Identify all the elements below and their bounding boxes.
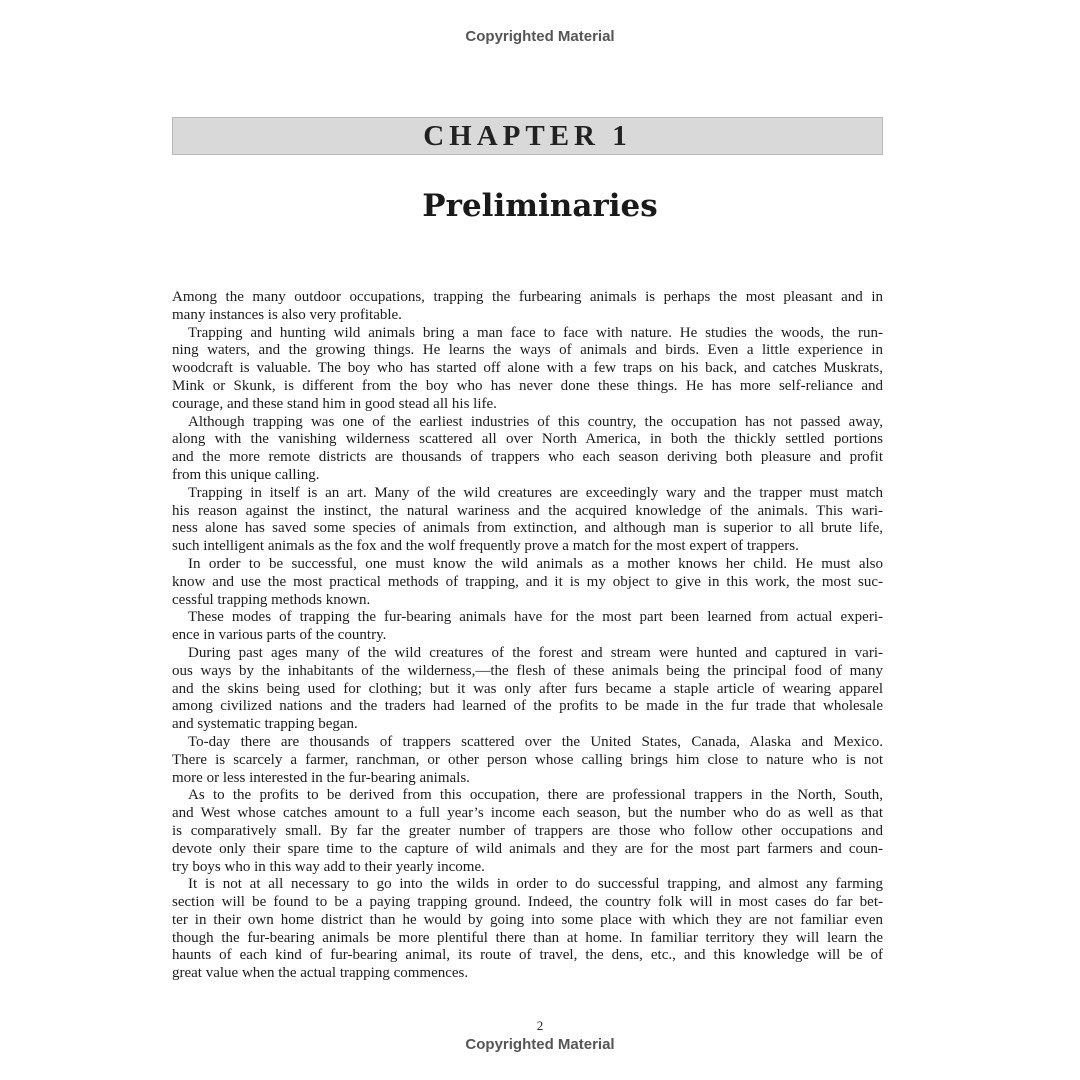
paragraph-line: from this unique calling. bbox=[172, 466, 320, 483]
chapter-banner bbox=[172, 117, 883, 155]
paragraph-line: cessful trapping methods known. bbox=[172, 591, 371, 608]
paragraph-line: ter in their own home district than he would by going into some place with which they are not familiar even bbox=[172, 911, 883, 928]
paragraph bbox=[172, 414, 883, 485]
paragraph-line: It is not at all necessary to go into the wilds in order to do successful trapping, and almost any farming bbox=[188, 876, 883, 893]
paragraph-line: To-day there are thousands of trappers scattered over the United States, Canada, Alaska and Mexico. bbox=[188, 733, 883, 750]
paragraph-line: is comparatively small. By far the greater number of trappers are those who follow other occupations and bbox=[172, 822, 883, 839]
paragraph bbox=[172, 787, 883, 876]
paragraph-line: many instances is also very profitable. bbox=[172, 306, 402, 323]
paragraph-line: try boys who in this way add to their yearly income. bbox=[172, 858, 485, 875]
paragraph bbox=[172, 325, 883, 414]
paragraph bbox=[172, 556, 883, 609]
paragraph-line: his reason against the instinct, the natural wariness and the acquired knowledge of the animals. This wari- bbox=[172, 502, 883, 519]
paragraph-line: and the more remote districts are thousands of trappers who each season deriving both pleasure and profit bbox=[172, 449, 883, 466]
paragraph-line: ence in various parts of the country. bbox=[172, 627, 387, 644]
paragraph-line: know and use the most practical methods of trapping, and it is my object to give in this work, the most suc- bbox=[172, 573, 883, 590]
paragraph-line: Mink or Skunk, is different from the boy who has never done these things. He has more self-reliance and bbox=[172, 377, 883, 394]
paragraph bbox=[172, 645, 883, 734]
copyright-watermark-bottom: Copyrighted Material bbox=[465, 1036, 615, 1053]
paragraph bbox=[172, 289, 883, 325]
paragraph-line: Although trapping was one of the earliest industries of this country, the occupation has not passed away, bbox=[188, 413, 883, 430]
paragraph-line: As to the profits to be derived from this occupation, there are professional trappers in the North, South, bbox=[188, 787, 883, 804]
paragraph-line: Among the many outdoor occupations, trapping the furbearing animals is perhaps the most pleasant and in bbox=[172, 289, 883, 305]
paragraph-line: ning waters, and the growing things. He learns the ways of animals and birds. Even a little experience in bbox=[172, 342, 883, 359]
paragraph-line: among civilized nations and the traders had learned of the profits to be made in the fur trade that wholesale bbox=[172, 698, 883, 715]
chapter-title: Preliminaries bbox=[422, 188, 658, 224]
chapter-label: CHAPTER 1 bbox=[423, 120, 632, 152]
paragraph-line: courage, and these stand him in good stead all his life. bbox=[172, 395, 497, 412]
paragraph-line: haunts of each kind of fur-bearing animal, its route of travel, the dens, etc., and this knowledge will be of bbox=[172, 947, 883, 964]
paragraph-line: and the skins being used for clothing; but it was only after furs became a staple article of wearing apparel bbox=[172, 680, 883, 697]
paragraph-line: During past ages many of the wild creatures of the forest and stream were hunted and captured in vari- bbox=[188, 644, 883, 661]
paragraph-line: Trapping in itself is an art. Many of the wild creatures are exceedingly wary and the trapper must match bbox=[188, 484, 883, 501]
paragraph-line: There is scarcely a farmer, ranchman, or other person whose calling brings him close to nature who is not bbox=[172, 751, 883, 768]
paragraph bbox=[172, 609, 883, 645]
paragraph-line: and West whose catches amount to a full year’s income each season, but the number who do as well as that bbox=[172, 805, 883, 822]
paragraph-line: ous ways by the inhabitants of the wilderness,—the flesh of these animals being the principal food of many bbox=[172, 662, 883, 679]
paragraph-line: ness alone has saved some species of animals from extinction, and although man is superior to all brute life, bbox=[172, 520, 883, 537]
paragraph-line: section will be found to be a paying trapping ground. Indeed, the country folk will in most cases do far bet- bbox=[172, 894, 883, 911]
paragraph-line: more or less interested in the fur-bearing animals. bbox=[172, 769, 470, 786]
paragraph-line: along with the vanishing wilderness scattered all over North America, in both the thickly settled portions bbox=[172, 431, 883, 448]
paragraph-line: Trapping and hunting wild animals bring a man face to face with nature. He studies the woods, the run- bbox=[188, 324, 883, 341]
paragraph bbox=[172, 485, 883, 556]
paragraph-line: great value when the actual trapping commences. bbox=[172, 965, 469, 982]
paragraph-line: devote only their spare time to the capture of wild animals and they are for the most part farmers and coun- bbox=[172, 840, 883, 857]
paragraph-line: though the fur-bearing animals be more plentiful there than at home. In familiar territory they will learn the bbox=[172, 929, 883, 946]
paragraph-line: and systematic trapping began. bbox=[172, 716, 358, 733]
paragraph bbox=[172, 876, 883, 983]
paragraph-line: These modes of trapping the fur-bearing animals have for the most part been learned from actual experi- bbox=[188, 609, 883, 626]
chapter-body bbox=[172, 289, 883, 983]
page-number: 2 bbox=[536, 1018, 544, 1033]
copyright-watermark-top: Copyrighted Material bbox=[465, 28, 615, 45]
paragraph bbox=[172, 734, 883, 787]
paragraph-line: such intelligent animals as the fox and the wolf frequently prove a match for the most expert of trappers. bbox=[172, 538, 799, 555]
paragraph-line: woodcraft is valuable. The boy who has started off alone with a few traps on his back, and catches Muskrats, bbox=[172, 360, 883, 377]
paragraph-line: In order to be successful, one must know the wild animals as a mother knows her child. He must also bbox=[188, 555, 883, 572]
